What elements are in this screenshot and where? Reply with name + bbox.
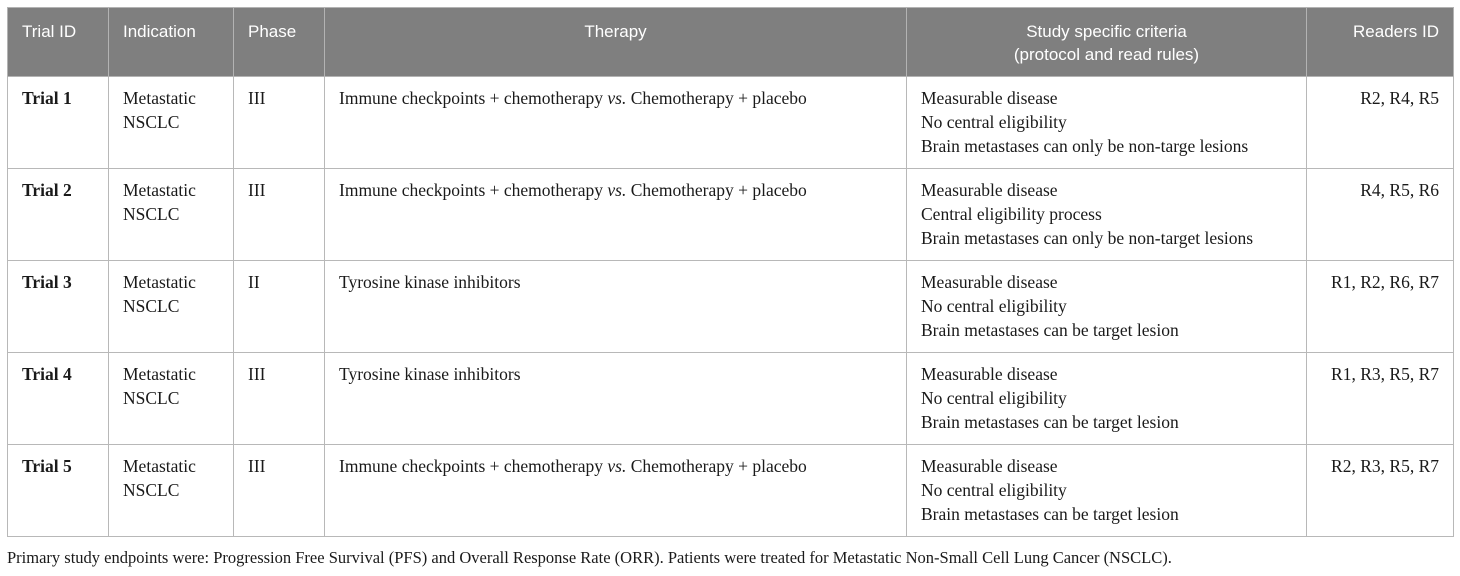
therapy-text: Immune checkpoints + chemotherapy xyxy=(339,456,608,476)
table-body xyxy=(8,77,1454,537)
phase-cell: III xyxy=(234,169,325,261)
indication-line1: Metastatic xyxy=(123,272,196,292)
header-indication: Indication xyxy=(109,8,234,77)
trial-id-cell: Trial 3 xyxy=(8,261,109,353)
criteria-cell xyxy=(907,353,1307,445)
phase-cell: II xyxy=(234,261,325,353)
readers-cell: R2, R3, R5, R7 xyxy=(1307,445,1454,537)
indication-line1: Metastatic xyxy=(123,456,196,476)
criteria-cell xyxy=(907,445,1307,537)
therapy-vs: vs. xyxy=(607,180,627,200)
phase-cell: III xyxy=(234,445,325,537)
indication-cell xyxy=(109,169,234,261)
indication-line1: Metastatic xyxy=(123,364,196,384)
therapy-vs: vs. xyxy=(607,456,627,476)
criteria-line: No central eligibility xyxy=(921,112,1067,132)
header-criteria-line1: Study specific criteria xyxy=(1026,22,1187,41)
header-trial-id: Trial ID xyxy=(8,8,109,77)
indication-line2: NSCLC xyxy=(123,388,180,408)
criteria-line: Measurable disease xyxy=(921,88,1058,108)
readers-cell: R1, R3, R5, R7 xyxy=(1307,353,1454,445)
indication-line2: NSCLC xyxy=(123,480,180,500)
header-therapy: Therapy xyxy=(325,8,907,77)
criteria-line: Brain metastases can only be non-targe lesions xyxy=(921,136,1249,156)
table-row xyxy=(8,445,1454,537)
therapy-text: Immune checkpoints + chemotherapy xyxy=(339,88,608,108)
therapy-text: Immune checkpoints + chemotherapy xyxy=(339,180,608,200)
indication-line1: Metastatic xyxy=(123,88,196,108)
criteria-line: Brain metastases can be target lesion xyxy=(921,504,1179,524)
trial-id-cell: Trial 4 xyxy=(8,353,109,445)
indication-line2: NSCLC xyxy=(123,204,180,224)
therapy-text: Tyrosine kinase inhibitors xyxy=(339,364,521,384)
readers-cell: R1, R2, R6, R7 xyxy=(1307,261,1454,353)
indication-cell xyxy=(109,353,234,445)
header-row xyxy=(8,8,1454,77)
table-row xyxy=(8,261,1454,353)
header-study-criteria xyxy=(907,8,1307,77)
header-readers-id: Readers ID xyxy=(1307,8,1454,77)
indication-cell xyxy=(109,445,234,537)
header-criteria-line2: (protocol and read rules) xyxy=(1013,45,1200,64)
trials-table xyxy=(7,7,1454,537)
criteria-cell xyxy=(907,77,1307,169)
criteria-line: Brain metastases can only be non-target lesions xyxy=(921,228,1254,248)
readers-cell: R2, R4, R5 xyxy=(1307,77,1454,169)
criteria-line: Central eligibility process xyxy=(921,204,1102,224)
criteria-line: No central eligibility xyxy=(921,480,1067,500)
therapy-vs: vs. xyxy=(607,88,627,108)
therapy-cell xyxy=(325,77,907,169)
phase-cell: III xyxy=(234,353,325,445)
indication-line2: NSCLC xyxy=(123,296,180,316)
indication-line2: NSCLC xyxy=(123,112,180,132)
therapy-cell xyxy=(325,445,907,537)
table-row xyxy=(8,169,1454,261)
trial-id-cell: Trial 5 xyxy=(8,445,109,537)
therapy-cell xyxy=(325,261,907,353)
therapy-cell xyxy=(325,353,907,445)
criteria-cell xyxy=(907,169,1307,261)
therapy-comparator: Chemotherapy + placebo xyxy=(626,180,807,200)
therapy-comparator: Chemotherapy + placebo xyxy=(626,456,807,476)
criteria-line: Brain metastases can be target lesion xyxy=(921,412,1179,432)
criteria-line: Measurable disease xyxy=(921,180,1058,200)
indication-cell xyxy=(109,77,234,169)
table-row xyxy=(8,353,1454,445)
table-row xyxy=(8,77,1454,169)
table-footnote: Primary study endpoints were: Progression Free Survival (PFS) and Overall Response Rate (ORR). Patients were treated for Metastatic Non-Small Cell Lung Cancer (NSCLC). xyxy=(7,548,1172,567)
criteria-line: No central eligibility xyxy=(921,296,1067,316)
readers-cell: R4, R5, R6 xyxy=(1307,169,1454,261)
indication-cell xyxy=(109,261,234,353)
criteria-line: Measurable disease xyxy=(921,364,1058,384)
header-phase: Phase xyxy=(234,8,325,77)
trials-table-container xyxy=(7,7,1453,537)
trial-id-cell: Trial 1 xyxy=(8,77,109,169)
therapy-comparator: Chemotherapy + placebo xyxy=(626,88,807,108)
therapy-cell xyxy=(325,169,907,261)
therapy-text: Tyrosine kinase inhibitors xyxy=(339,272,521,292)
criteria-line: No central eligibility xyxy=(921,388,1067,408)
criteria-line: Measurable disease xyxy=(921,272,1058,292)
criteria-line: Brain metastases can be target lesion xyxy=(921,320,1179,340)
phase-cell: III xyxy=(234,77,325,169)
indication-line1: Metastatic xyxy=(123,180,196,200)
criteria-line: Measurable disease xyxy=(921,456,1058,476)
table-header xyxy=(8,8,1454,77)
criteria-cell xyxy=(907,261,1307,353)
trial-id-cell: Trial 2 xyxy=(8,169,109,261)
